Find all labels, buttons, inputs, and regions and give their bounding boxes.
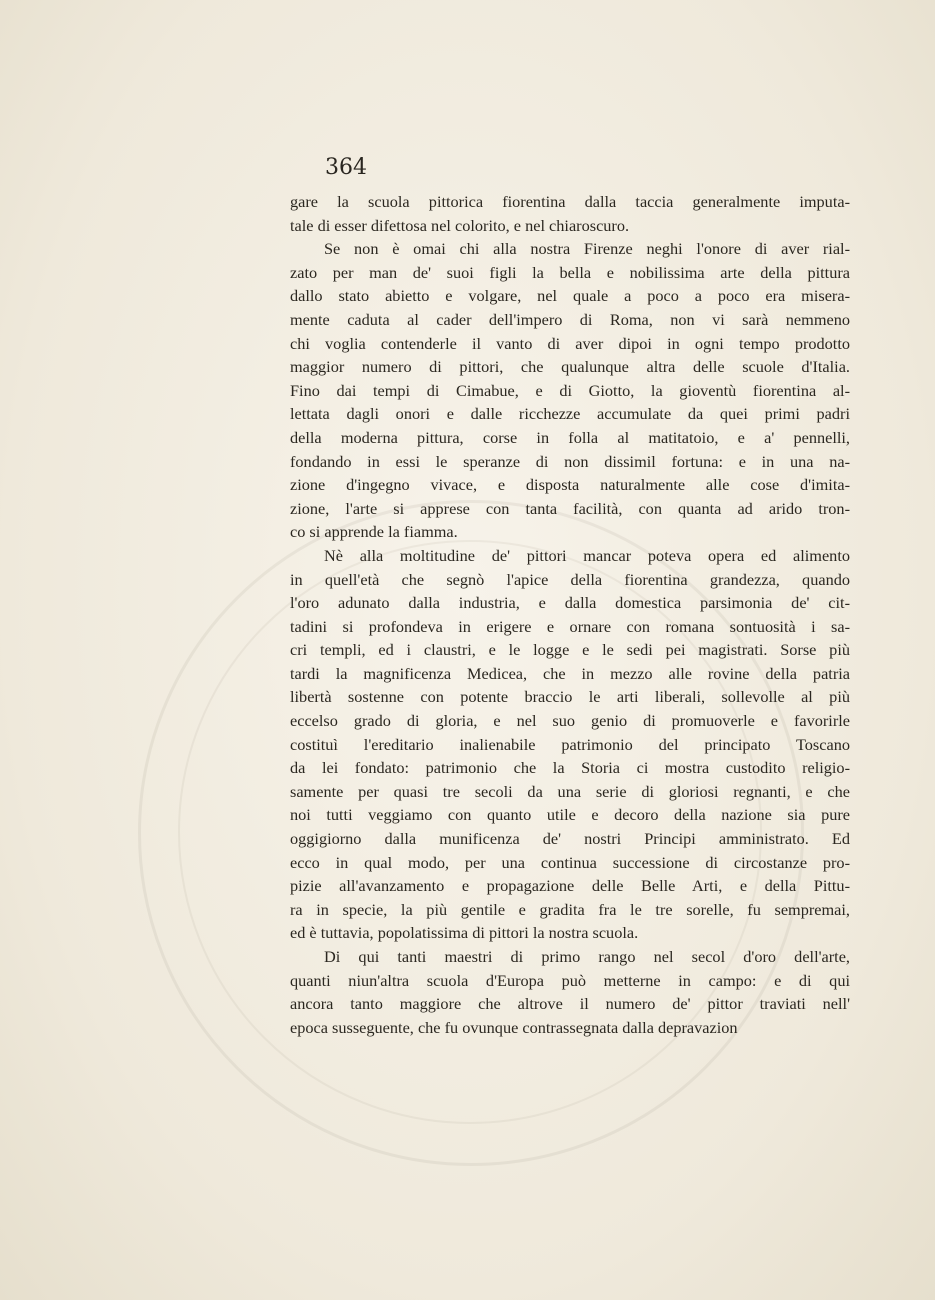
text-line: epoca susseguente, che fu ovunque contrassegnata dalla depravazion (290, 1017, 738, 1037)
text-line: cri templi, ed i claustri, e le logge e le sedi pei magistrati. Sorse più (290, 640, 850, 660)
text-line: tardi la magnificenza Medicea, che in mezzo alle rovine della patria (290, 663, 850, 683)
text-line: samente per quasi tre secoli da una serie di gloriosi regnanti, e che (290, 781, 850, 801)
text-line: fondando in essi le speranze di non dissimil fortuna: e in una na- (290, 451, 850, 471)
text-line: libertà sostenne con potente braccio le arti liberali, sollevolle al più (290, 687, 850, 707)
text-line: oggigiorno dalla munificenza de' nostri Principi amministrato. Ed (290, 829, 850, 849)
paragraph (290, 544, 850, 945)
text-line: Nè alla moltitudine de' pittori mancar poteva opera ed alimento (324, 545, 850, 565)
paragraph (290, 190, 850, 237)
text-line: co si apprende la fiamma. (290, 522, 458, 542)
text-line: maggior numero di pittori, che qualunque altra delle scuole d'Italia. (290, 357, 850, 377)
text-line: Fino dai tempi di Cimabue, e di Giotto, la gioventù fiorentina al- (290, 380, 850, 400)
text-line: Se non è omai chi alla nostra Firenze neghi l'onore di aver rial- (324, 239, 850, 259)
text-line: mente caduta al cader dell'impero di Roma, non vi sarà nemmeno (290, 309, 850, 329)
text-line: ed è tuttavia, popolatissima di pittori la nostra scuola. (290, 923, 639, 943)
paragraph (290, 945, 850, 1039)
text-line: lettata dagli onori e dalle ricchezze accumulate da quei primi padri (290, 404, 850, 424)
paragraph (290, 237, 850, 544)
text-line: zione, l'arte si apprese con tanta facilità, con quanta ad arido tron- (290, 498, 850, 518)
text-line: quanti niun'altra scuola d'Europa può metterne in campo: e di qui (290, 970, 850, 990)
text-line: chi voglia contenderle il vanto di aver dipoi in ogni tempo prodotto (290, 333, 850, 353)
page-number: 364 (325, 155, 367, 180)
text-line: zione d'ingegno vivace, e disposta naturalmente alle cose d'imita- (290, 475, 850, 495)
text-line: tadini si profondeva in erigere e ornare con romana sontuosità i sa- (290, 616, 850, 636)
text-line: ecco in qual modo, per una continua successione di circostanze pro- (290, 852, 850, 872)
text-line: pizie all'avanzamento e propagazione delle Belle Arti, e della Pittu- (290, 876, 850, 896)
text-line: da lei fondato: patrimonio che la Storia ci mostra custodito religio- (290, 758, 850, 778)
text-line: in quell'età che segnò l'apice della fiorentina grandezza, quando (290, 569, 850, 589)
text-line: l'oro adunato dalla industria, e dalla domestica parsimonia de' cit- (290, 593, 850, 613)
text-line: gare la scuola pittorica fiorentina dalla taccia generalmente imputa- (290, 192, 850, 211)
text-line: eccelso grado di gloria, e nel suo genio di promuoverle e favorirle (290, 711, 850, 731)
text-line: Di qui tanti maestri di primo rango nel secol d'oro dell'arte, (324, 947, 850, 966)
text-line: costituì l'ereditario inalienabile patrimonio del principato Toscano (290, 734, 850, 754)
text-line: ra in specie, la più gentile e gradita fra le tre sorelle, fu sempremai, (290, 899, 850, 919)
text-line: noi tutti veggiamo con quanto utile e decoro della nazione sia pure (290, 805, 850, 825)
text-line: della moderna pittura, corse in folla al matitatoio, e a' pennelli, (290, 427, 850, 447)
text-line: dallo stato abietto e volgare, nel quale a poco a poco era misera- (290, 286, 850, 306)
text-line: ancora tanto maggiore che altrove il numero de' pittor traviati nell' (290, 994, 850, 1014)
body-text (290, 190, 850, 1039)
text-line: zato per man de' suoi figli la bella e nobilissima arte della pittura (290, 262, 850, 282)
text-line: tale di esser difettosa nel colorito, e nel chiaroscuro. (290, 215, 630, 235)
